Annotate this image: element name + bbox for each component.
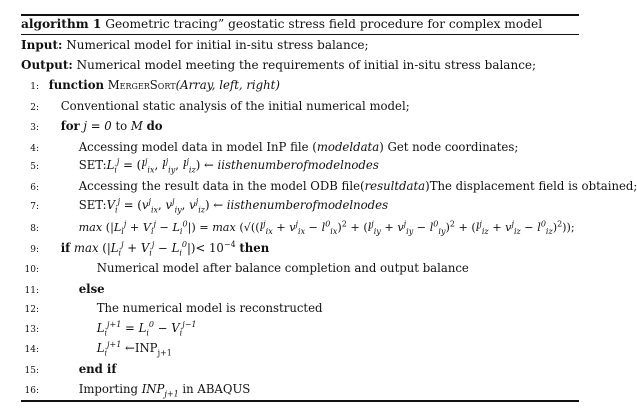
if-statement: if $\max (|L_i^j + V_i^j - L_i^0|)< 10^{-4}$ then xyxy=(60,240,270,258)
line-text: Accessing model data in model InP file (modeldata) Get node coordinates; xyxy=(78,140,519,154)
algo-line-4 xyxy=(21,139,518,155)
line-number: 11: xyxy=(24,286,39,296)
line-number: 5: xyxy=(30,162,39,172)
input-label: Input: xyxy=(21,38,63,52)
keyword-do: do xyxy=(146,119,163,133)
output-text: Numerical model meeting the requirements of initial in-situ stress balance; xyxy=(76,58,537,72)
algo-line-3 xyxy=(21,118,163,134)
line-number: 10: xyxy=(24,265,39,275)
line-number: 9: xyxy=(30,245,39,255)
line-number: 13: xyxy=(24,325,39,335)
algorithm-title: Geometric tracing” geostatic stress field procedure for complex model xyxy=(105,17,543,31)
line-number: 7: xyxy=(30,202,39,212)
keyword-to: to xyxy=(115,119,128,133)
algo-line-16 xyxy=(21,381,250,397)
input-text: Numerical model for initial in-situ stress balance; xyxy=(66,38,369,52)
loop-bound: M xyxy=(130,119,143,133)
algo-line-1 xyxy=(21,77,280,93)
algo-line-13 xyxy=(21,320,197,336)
bottom-rule xyxy=(21,400,579,402)
keyword-function: function xyxy=(48,78,104,92)
function-params: (Array, left, right) xyxy=(175,78,280,92)
line-text: Numerical model after balance completion and output balance xyxy=(96,261,469,275)
reconstruct-equation: $L_i^{j+1} = L_i^0 - V_i^{j-1}$ xyxy=(96,320,197,338)
keyword-else: else xyxy=(78,282,105,296)
algo-line-15 xyxy=(21,361,116,377)
algo-line-5 xyxy=(21,157,379,173)
line-number: 2: xyxy=(30,103,39,113)
line-number: 14: xyxy=(24,345,39,355)
line-number: 16: xyxy=(24,386,39,396)
set-statement: $SET:V_i^j = (v^j_{ix}$, $v^j_{iy}$, $v^j_{iz}$) ← iisthenumberofmodelnodes xyxy=(78,197,389,215)
line-number: 1: xyxy=(30,82,39,92)
algorithm-label: algorithm 1 xyxy=(21,17,102,31)
algo-line-14 xyxy=(21,340,172,356)
loop-init: j = 0 xyxy=(83,119,112,133)
line-number: 3: xyxy=(30,123,39,133)
inp-assignment: $L_i^{j+1}$ $\leftarrow INP_{j+1}$ xyxy=(96,340,172,358)
algo-line-2 xyxy=(21,98,410,114)
algo-line-9 xyxy=(21,240,269,256)
algorithm-caption xyxy=(21,17,542,31)
line-number: 4: xyxy=(30,144,39,154)
line-number: 8: xyxy=(30,224,39,234)
line-text: The numerical model is reconstructed xyxy=(96,301,323,315)
caption-rule xyxy=(21,34,579,35)
line-number: 6: xyxy=(30,183,39,193)
import-statement: Importing $INP_{j+1}$ in ABAQUS xyxy=(78,382,251,399)
top-rule xyxy=(21,14,579,16)
algo-line-6 xyxy=(21,178,637,194)
algo-line-8 xyxy=(21,220,575,236)
line-text: Conventional static analysis of the initial numerical model; xyxy=(60,99,410,113)
keyword-for: for xyxy=(60,119,80,133)
algo-line-12 xyxy=(21,300,323,316)
input-line xyxy=(21,38,369,52)
set-statement: $SET:L_i^j = (l^j_{ix}$, $l^j_{iy}$, $l^j_{iz}$) ← iisthenumberofmodelnodes xyxy=(78,157,379,175)
line-number: 15: xyxy=(24,366,39,376)
line-text: Accessing the result data in the model ODB file(resultdata)The displacement field is obtained; xyxy=(78,179,637,193)
line-number: 12: xyxy=(24,305,39,315)
keyword-end-if: end if xyxy=(78,362,117,376)
function-name: MergerSort xyxy=(107,78,176,92)
max-expression: $\max (|L_i^j + V_i^j - L_i^0|) = \max (√((l^j_{ix} + v^j_{ix} - l^0_{ix})^2 + (l^j_{iy} + v^j_{iy} - l^0_{iy})^2 + (l^j_{iz} + v^j_{iz} - l^0_{iz})^2))$; xyxy=(78,219,575,237)
output-label: Output: xyxy=(21,58,73,72)
output-line xyxy=(21,58,536,72)
algo-line-10 xyxy=(21,260,469,276)
algo-line-7 xyxy=(21,197,388,213)
algo-line-11 xyxy=(21,281,105,297)
